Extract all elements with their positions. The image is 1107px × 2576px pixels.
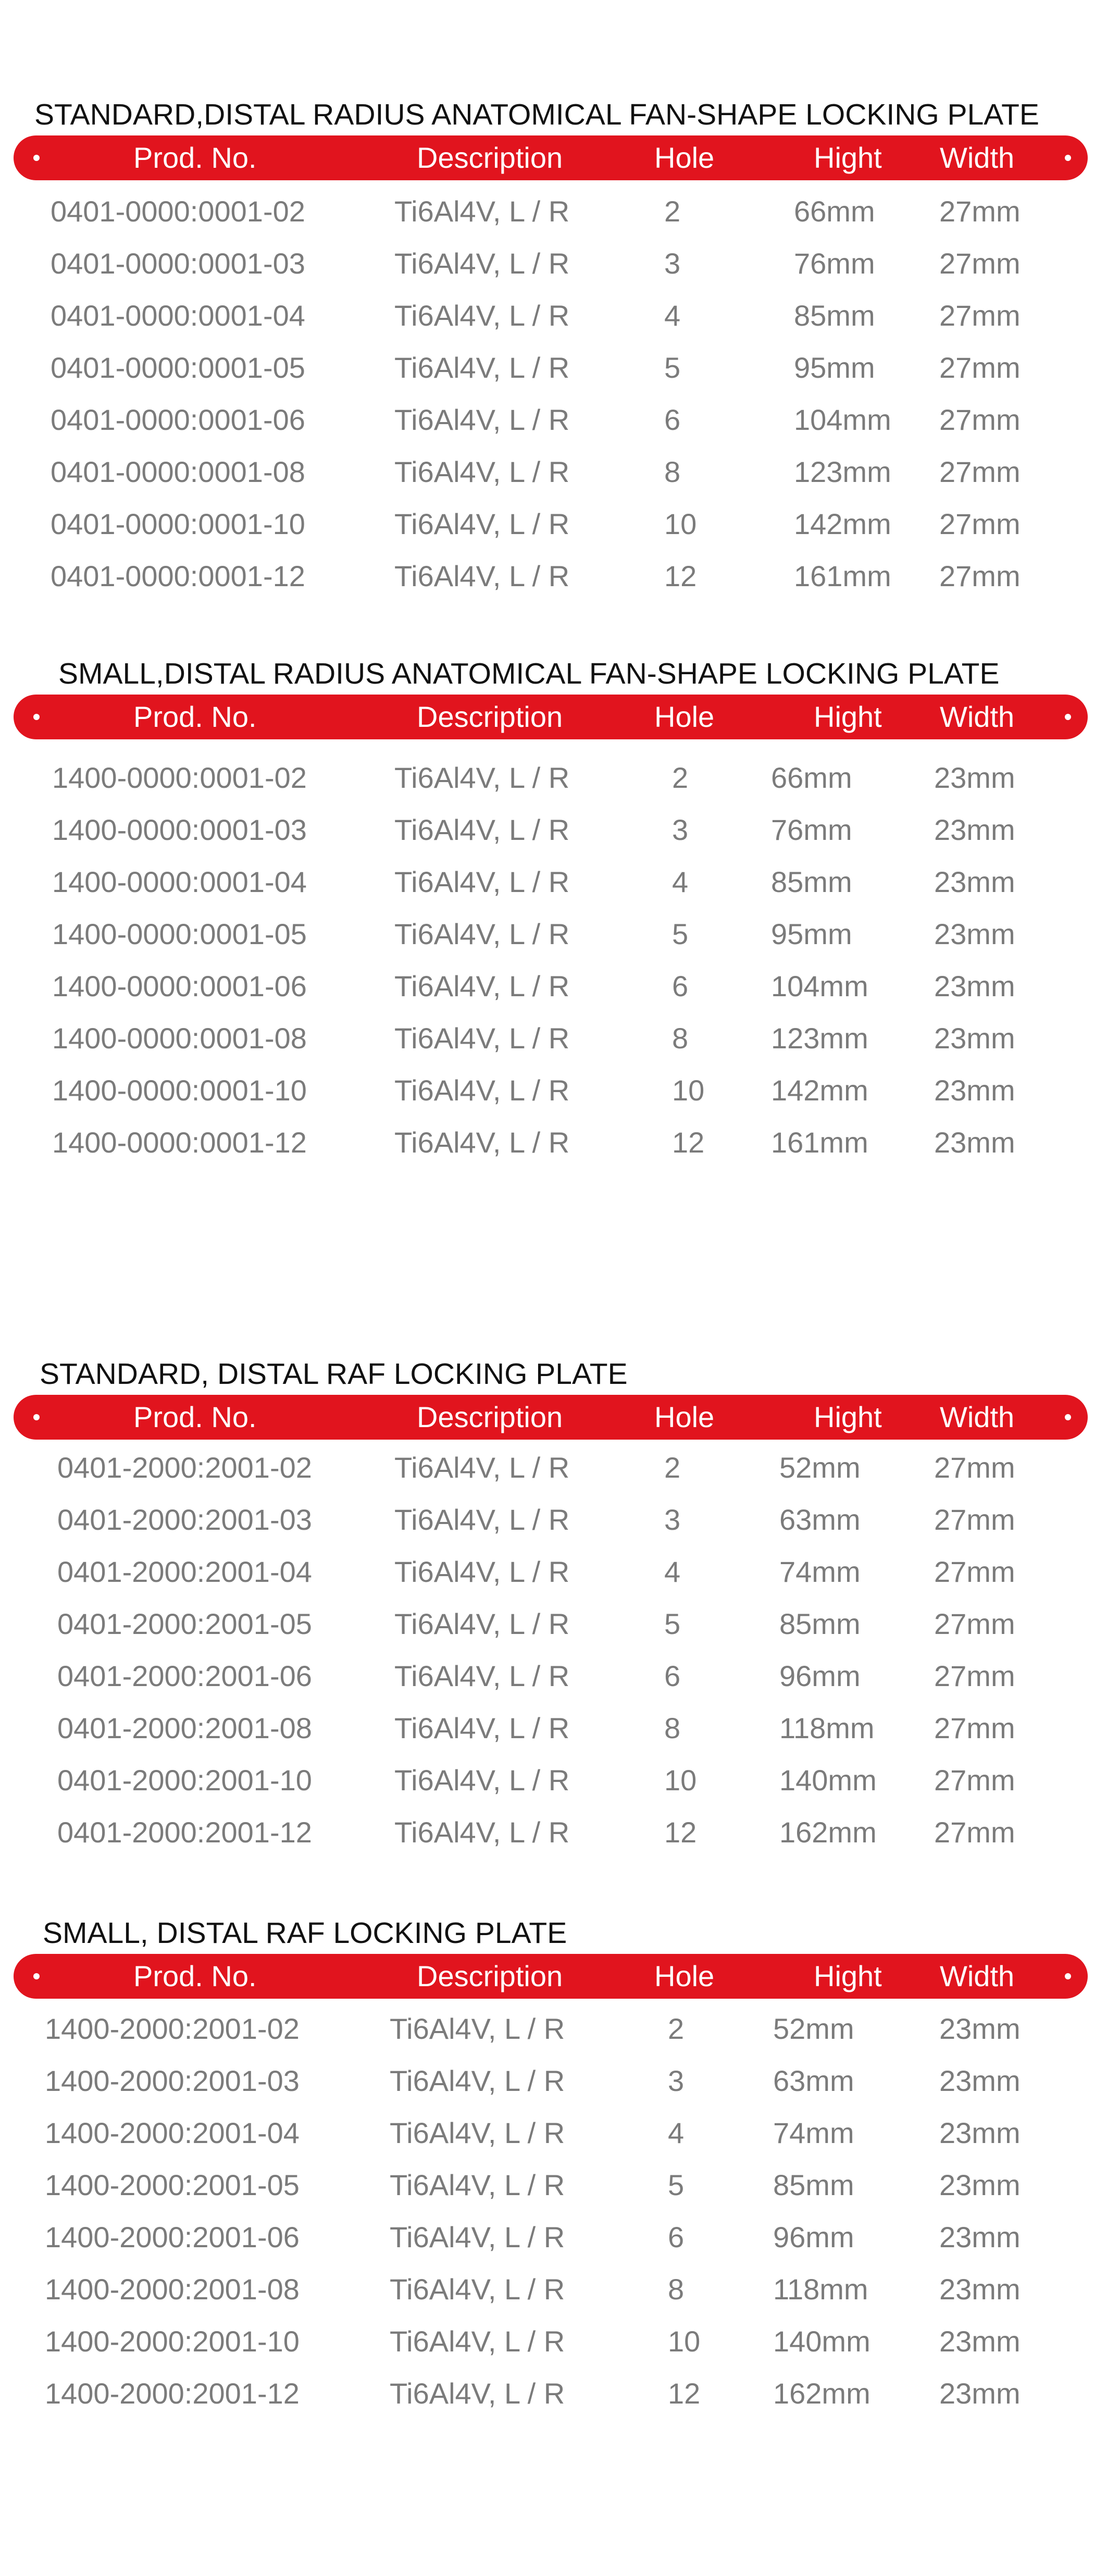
table-row — [0, 238, 1107, 290]
table-row — [0, 2107, 1107, 2159]
prod-no-cell: 0401-0000:0001-04 — [51, 299, 305, 332]
hight-cell: 76mm — [771, 813, 852, 846]
hight-cell: 66mm — [771, 761, 852, 794]
table-row — [0, 2263, 1107, 2315]
width-cell: 27mm — [934, 1712, 1015, 1744]
hight-cell: 63mm — [779, 1503, 861, 1536]
prod-no-cell: 1400-0000:0001-08 — [52, 1022, 307, 1055]
hight-cell: 74mm — [779, 1555, 861, 1588]
hole-cell: 12 — [664, 1816, 697, 1849]
description-cell: Ti6Al4V, L / R — [390, 2064, 565, 2097]
width-cell: 23mm — [939, 2221, 1021, 2253]
hight-cell: 142mm — [771, 1074, 868, 1107]
section-title: SMALL,DISTAL RADIUS ANATOMICAL FAN-SHAPE LOCKING PLATE — [58, 657, 1000, 690]
hight-cell: 85mm — [794, 299, 875, 332]
width-cell: 23mm — [934, 918, 1015, 950]
hight-cell: 52mm — [779, 1451, 861, 1484]
header-prod-no: Prod. No. — [133, 1960, 257, 1992]
table-row — [0, 394, 1107, 446]
prod-no-cell: 1400-0000:0001-03 — [52, 813, 307, 846]
width-cell: 23mm — [934, 1126, 1015, 1159]
table-row — [0, 2211, 1107, 2263]
hight-cell: 123mm — [771, 1022, 868, 1055]
description-cell: Ti6Al4V, L / R — [394, 1764, 570, 1797]
prod-no-cell: 0401-0000:0001-08 — [51, 455, 305, 488]
hole-cell: 5 — [664, 351, 681, 384]
width-cell: 27mm — [939, 455, 1021, 488]
description-cell: Ti6Al4V, L / R — [394, 1816, 570, 1849]
prod-no-cell: 0401-0000:0001-12 — [51, 560, 305, 592]
hole-cell: 2 — [668, 2012, 685, 2045]
description-cell: Ti6Al4V, L / R — [394, 761, 570, 794]
hight-cell: 85mm — [771, 865, 852, 898]
hight-cell: 95mm — [794, 351, 875, 384]
hight-cell: 142mm — [794, 507, 891, 540]
hight-cell: 85mm — [779, 1607, 861, 1640]
bullet-dot-icon — [1065, 155, 1071, 161]
table-row — [0, 1806, 1107, 1859]
table-row — [0, 1117, 1107, 1169]
description-cell: Ti6Al4V, L / R — [394, 813, 570, 846]
table-row — [0, 1442, 1107, 1494]
width-cell: 27mm — [934, 1816, 1015, 1849]
prod-no-cell: 1400-2000:2001-02 — [45, 2012, 300, 2045]
section-title: STANDARD, DISTAL RAF LOCKING PLATE — [40, 1357, 628, 1391]
width-cell: 27mm — [939, 351, 1021, 384]
description-cell: Ti6Al4V, L / R — [394, 1451, 570, 1484]
hole-cell: 10 — [672, 1074, 705, 1107]
hole-cell: 3 — [668, 2064, 685, 2097]
header-description: Description — [417, 700, 563, 733]
width-cell: 27mm — [934, 1764, 1015, 1797]
width-cell: 23mm — [934, 761, 1015, 794]
header-hole: Hole — [654, 700, 715, 733]
description-cell: Ti6Al4V, L / R — [394, 195, 570, 228]
bullet-dot-icon — [33, 714, 40, 720]
description-cell: Ti6Al4V, L / R — [390, 2273, 565, 2306]
width-cell: 23mm — [939, 2377, 1021, 2410]
table-row — [0, 2055, 1107, 2107]
width-cell: 27mm — [934, 1451, 1015, 1484]
table-header-bar — [14, 135, 1088, 180]
description-cell: Ti6Al4V, L / R — [390, 2169, 565, 2201]
description-cell: Ti6Al4V, L / R — [390, 2221, 565, 2253]
table-row — [0, 908, 1107, 960]
header-width: Width — [940, 1960, 1015, 1992]
hight-cell: 85mm — [773, 2169, 854, 2201]
hole-cell: 3 — [664, 1503, 681, 1536]
hight-cell: 96mm — [773, 2221, 854, 2253]
hole-cell: 2 — [664, 1451, 681, 1484]
description-cell: Ti6Al4V, L / R — [394, 918, 570, 950]
hight-cell: 52mm — [773, 2012, 854, 2045]
prod-no-cell: 1400-2000:2001-06 — [45, 2221, 300, 2253]
description-cell: Ti6Al4V, L / R — [390, 2012, 565, 2045]
section-title: STANDARD,DISTAL RADIUS ANATOMICAL FAN-SHAPE LOCKING PLATE — [34, 98, 1039, 131]
width-cell: 23mm — [934, 813, 1015, 846]
hight-cell: 162mm — [773, 2377, 870, 2410]
description-cell: Ti6Al4V, L / R — [390, 2116, 565, 2149]
prod-no-cell: 1400-2000:2001-04 — [45, 2116, 300, 2149]
header-hole: Hole — [654, 1960, 715, 1992]
hight-cell: 96mm — [779, 1659, 861, 1692]
description-cell: Ti6Al4V, L / R — [394, 1712, 570, 1744]
hight-cell: 104mm — [794, 403, 891, 436]
width-cell: 27mm — [939, 299, 1021, 332]
table-row — [0, 752, 1107, 804]
hole-cell: 6 — [668, 2221, 685, 2253]
header-description: Description — [417, 1960, 563, 1992]
hight-cell: 123mm — [794, 455, 891, 488]
prod-no-cell: 0401-2000:2001-05 — [57, 1607, 312, 1640]
header-width: Width — [940, 1401, 1015, 1433]
width-cell: 23mm — [934, 970, 1015, 1002]
header-description: Description — [417, 1401, 563, 1433]
header-prod-no: Prod. No. — [133, 700, 257, 733]
description-cell: Ti6Al4V, L / R — [394, 1659, 570, 1692]
prod-no-cell: 0401-2000:2001-02 — [57, 1451, 312, 1484]
width-cell: 27mm — [939, 195, 1021, 228]
hole-cell: 3 — [664, 247, 681, 280]
table-row — [0, 960, 1107, 1012]
description-cell: Ti6Al4V, L / R — [394, 1074, 570, 1107]
hole-cell: 8 — [664, 1712, 681, 1744]
width-cell: 23mm — [939, 2325, 1021, 2358]
header-hole: Hole — [654, 1401, 715, 1433]
prod-no-cell: 0401-2000:2001-06 — [57, 1659, 312, 1692]
description-cell: Ti6Al4V, L / R — [394, 1503, 570, 1536]
prod-no-cell: 1400-0000:0001-10 — [52, 1074, 307, 1107]
table-row — [0, 2159, 1107, 2211]
table-row — [0, 2368, 1107, 2420]
section-title: SMALL, DISTAL RAF LOCKING PLATE — [43, 1916, 567, 1950]
hight-cell: 118mm — [779, 1712, 875, 1744]
width-cell: 27mm — [939, 560, 1021, 592]
prod-no-cell: 1400-2000:2001-10 — [45, 2325, 300, 2358]
table-row — [0, 185, 1107, 238]
hight-cell: 161mm — [771, 1126, 868, 1159]
header-width: Width — [940, 700, 1015, 733]
width-cell: 27mm — [939, 247, 1021, 280]
description-cell: Ti6Al4V, L / R — [394, 1022, 570, 1055]
table-row — [0, 290, 1107, 342]
table-row — [0, 1064, 1107, 1117]
width-cell: 23mm — [939, 2116, 1021, 2149]
bullet-dot-icon — [1065, 714, 1071, 720]
hight-cell: 104mm — [771, 970, 868, 1002]
hight-cell: 118mm — [773, 2273, 868, 2306]
description-cell: Ti6Al4V, L / R — [394, 351, 570, 384]
width-cell: 27mm — [934, 1503, 1015, 1536]
table-row — [0, 498, 1107, 550]
hole-cell: 3 — [672, 813, 689, 846]
header-prod-no: Prod. No. — [133, 1401, 257, 1433]
header-description: Description — [417, 141, 563, 174]
description-cell: Ti6Al4V, L / R — [394, 865, 570, 898]
table-header-bar — [14, 1395, 1088, 1440]
hight-cell: 63mm — [773, 2064, 854, 2097]
width-cell: 23mm — [939, 2169, 1021, 2201]
hole-cell: 12 — [672, 1126, 705, 1159]
hight-cell: 74mm — [773, 2116, 854, 2149]
width-cell: 23mm — [939, 2064, 1021, 2097]
table-header-bar — [14, 695, 1088, 739]
prod-no-cell: 1400-2000:2001-08 — [45, 2273, 300, 2306]
table-row — [0, 1702, 1107, 1754]
description-cell: Ti6Al4V, L / R — [390, 2377, 565, 2410]
prod-no-cell: 0401-0000:0001-03 — [51, 247, 305, 280]
table-row — [0, 1754, 1107, 1806]
prod-no-cell: 1400-0000:0001-06 — [52, 970, 307, 1002]
hole-cell: 4 — [664, 299, 681, 332]
hight-cell: 95mm — [771, 918, 852, 950]
header-width: Width — [940, 141, 1015, 174]
hole-cell: 8 — [664, 455, 681, 488]
description-cell: Ti6Al4V, L / R — [394, 1126, 570, 1159]
bullet-dot-icon — [33, 1973, 40, 1979]
width-cell: 23mm — [934, 865, 1015, 898]
width-cell: 27mm — [934, 1555, 1015, 1588]
table-row — [0, 1546, 1107, 1598]
hight-cell: 66mm — [794, 195, 875, 228]
hole-cell: 10 — [664, 1764, 697, 1797]
hight-cell: 161mm — [794, 560, 891, 592]
prod-no-cell: 0401-0000:0001-02 — [51, 195, 305, 228]
width-cell: 27mm — [939, 507, 1021, 540]
description-cell: Ti6Al4V, L / R — [394, 507, 570, 540]
hole-cell: 4 — [672, 865, 689, 898]
hole-cell: 6 — [672, 970, 689, 1002]
width-cell: 27mm — [934, 1607, 1015, 1640]
hole-cell: 4 — [664, 1555, 681, 1588]
header-hight: Hight — [814, 1401, 882, 1433]
bullet-dot-icon — [33, 155, 40, 161]
description-cell: Ti6Al4V, L / R — [394, 970, 570, 1002]
bullet-dot-icon — [33, 1414, 40, 1420]
prod-no-cell: 1400-0000:0001-05 — [52, 918, 307, 950]
width-cell: 23mm — [934, 1022, 1015, 1055]
prod-no-cell: 1400-0000:0001-02 — [52, 761, 307, 794]
table-row — [0, 1012, 1107, 1064]
hight-cell: 76mm — [794, 247, 875, 280]
prod-no-cell: 0401-2000:2001-08 — [57, 1712, 312, 1744]
table-row — [0, 1598, 1107, 1650]
header-hight: Hight — [814, 141, 882, 174]
hole-cell: 5 — [668, 2169, 685, 2201]
table-row — [0, 804, 1107, 856]
hole-cell: 10 — [668, 2325, 701, 2358]
description-cell: Ti6Al4V, L / R — [394, 455, 570, 488]
hole-cell: 6 — [664, 1659, 681, 1692]
description-cell: Ti6Al4V, L / R — [394, 560, 570, 592]
table-row — [0, 2003, 1107, 2055]
header-hight: Hight — [814, 1960, 882, 1992]
description-cell: Ti6Al4V, L / R — [394, 247, 570, 280]
bullet-dot-icon — [1065, 1414, 1071, 1420]
width-cell: 23mm — [939, 2273, 1021, 2306]
hole-cell: 4 — [668, 2116, 685, 2149]
prod-no-cell: 0401-2000:2001-04 — [57, 1555, 312, 1588]
prod-no-cell: 0401-2000:2001-03 — [57, 1503, 312, 1536]
table-header-bar — [14, 1954, 1088, 1999]
prod-no-cell: 1400-2000:2001-12 — [45, 2377, 300, 2410]
hole-cell: 12 — [668, 2377, 701, 2410]
hight-cell: 162mm — [779, 1816, 877, 1849]
table-row — [0, 1650, 1107, 1702]
bullet-dot-icon — [1065, 1973, 1071, 1979]
header-prod-no: Prod. No. — [133, 141, 257, 174]
description-cell: Ti6Al4V, L / R — [394, 403, 570, 436]
description-cell: Ti6Al4V, L / R — [390, 2325, 565, 2358]
prod-no-cell: 0401-2000:2001-10 — [57, 1764, 312, 1797]
prod-no-cell: 1400-0000:0001-04 — [52, 865, 307, 898]
prod-no-cell: 1400-2000:2001-05 — [45, 2169, 300, 2201]
hole-cell: 12 — [664, 560, 697, 592]
hole-cell: 2 — [672, 761, 689, 794]
description-cell: Ti6Al4V, L / R — [394, 299, 570, 332]
prod-no-cell: 0401-0000:0001-06 — [51, 403, 305, 436]
prod-no-cell: 1400-2000:2001-03 — [45, 2064, 300, 2097]
description-cell: Ti6Al4V, L / R — [394, 1555, 570, 1588]
hole-cell: 2 — [664, 195, 681, 228]
hole-cell: 10 — [664, 507, 697, 540]
prod-no-cell: 0401-0000:0001-10 — [51, 507, 305, 540]
table-row — [0, 2315, 1107, 2368]
width-cell: 27mm — [934, 1659, 1015, 1692]
description-cell: Ti6Al4V, L / R — [394, 1607, 570, 1640]
prod-no-cell: 0401-0000:0001-05 — [51, 351, 305, 384]
width-cell: 27mm — [939, 403, 1021, 436]
hole-cell: 5 — [664, 1607, 681, 1640]
table-row — [0, 856, 1107, 908]
hole-cell: 8 — [668, 2273, 685, 2306]
table-row — [0, 342, 1107, 394]
hole-cell: 5 — [672, 918, 689, 950]
prod-no-cell: 0401-2000:2001-12 — [57, 1816, 312, 1849]
table-row — [0, 1494, 1107, 1546]
header-hight: Hight — [814, 700, 882, 733]
table-row — [0, 550, 1107, 602]
hight-cell: 140mm — [779, 1764, 877, 1797]
width-cell: 23mm — [939, 2012, 1021, 2045]
hight-cell: 140mm — [773, 2325, 870, 2358]
prod-no-cell: 1400-0000:0001-12 — [52, 1126, 307, 1159]
hole-cell: 8 — [672, 1022, 689, 1055]
header-hole: Hole — [654, 141, 715, 174]
width-cell: 23mm — [934, 1074, 1015, 1107]
table-row — [0, 446, 1107, 498]
hole-cell: 6 — [664, 403, 681, 436]
